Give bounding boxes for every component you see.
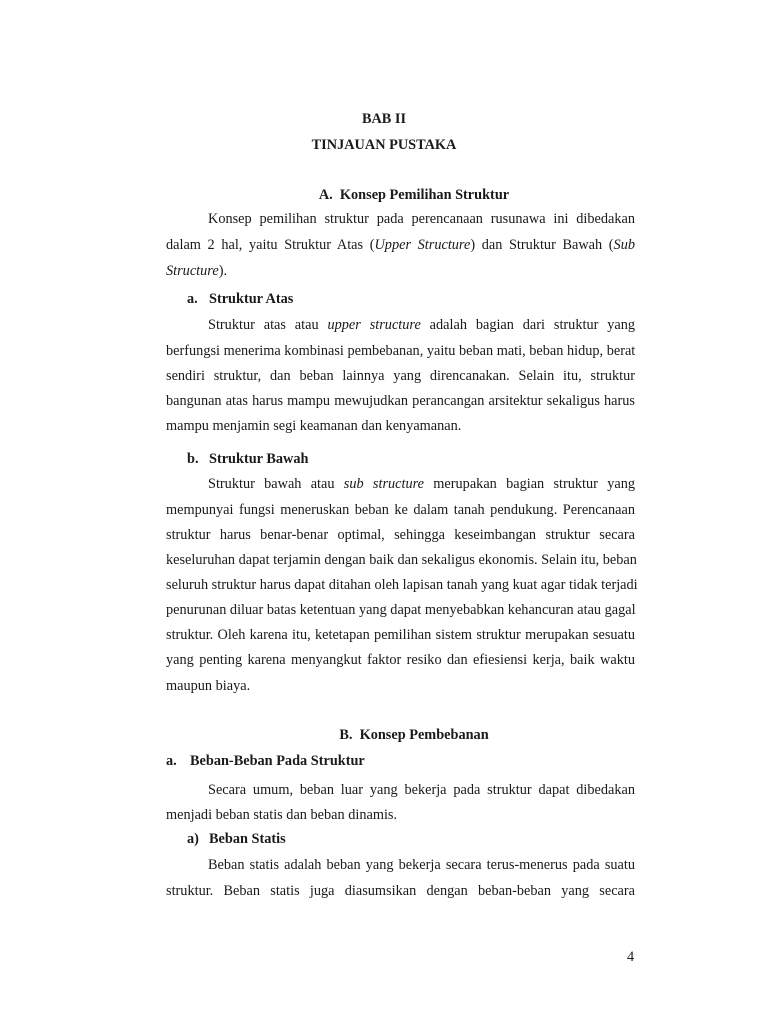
chapter-number: BAB II	[361, 111, 407, 127]
subsection-a-marker: a.	[187, 291, 198, 307]
struktur-bawah-line-9: maupun biaya.	[166, 678, 251, 694]
struktur-bawah-line-3: struktur harus benar-benar optimal, sehingga keseimbangan struktur secara	[166, 527, 635, 543]
chapter-title: TINJAUAN PUSTAKA	[311, 137, 457, 153]
struktur-bawah-line-6: penurunan diluar batas ketentuan yang dapat menyebabkan kehancuran atau gagal	[166, 602, 636, 618]
subsection-b-a-title: Beban-Beban Pada Struktur	[190, 753, 365, 769]
beban-line-2: menjadi beban statis dan beban dinamis.	[166, 807, 398, 823]
beban-line-1: Secara umum, beban luar yang bekerja pada struktur dapat dibedakan	[208, 782, 635, 798]
struktur-atas-line-2: berfungsi menerima kombinasi pembebanan, yaitu beban mati, beban hidup, berat	[166, 343, 636, 359]
beban-statis-line-2: struktur. Beban statis juga diasumsikan dengan beban-beban yang secara	[166, 883, 635, 899]
section-a-intro-line-1: Konsep pemilihan struktur pada perencanaan rusunawa ini dibedakan	[208, 211, 635, 227]
subsection-a-title: Struktur Atas	[209, 291, 294, 307]
subsection-b-title: Struktur Bawah	[209, 451, 309, 467]
struktur-atas-line-4: bangunan atas harus mampu mewujudkan perancangan arsitektur sekaligus harus	[166, 393, 635, 409]
struktur-bawah-line-8: yang penting karena menyangkut faktor resiko dan efiesiensi kerja, baik waktu	[166, 652, 635, 668]
section-b-heading: B. Konsep Pembebanan	[339, 727, 489, 743]
struktur-bawah-line-2: mempunyai fungsi meneruskan beban ke dalam tanah pendukung. Perencanaan	[166, 502, 635, 518]
struktur-atas-line-3: sendiri struktur, dan beban lainnya yang direncanakan. Selain itu, struktur	[166, 368, 635, 384]
section-a-intro-line-2: dalam 2 hal, yaitu Struktur Atas (Upper Structure) dan Struktur Bawah (Sub	[166, 237, 635, 253]
struktur-bawah-line-7: struktur. Oleh karena itu, ketetapan pemilihan sistem struktur merupakan sesuatu	[166, 627, 635, 643]
section-a-heading: A. Konsep Pemilihan Struktur	[318, 187, 510, 203]
subsection-b-marker: b.	[187, 451, 199, 467]
struktur-bawah-line-5: seluruh struktur harus dapat ditahan oleh lapisan tanah yang kuat agar tidak terjadi	[166, 577, 638, 593]
struktur-bawah-line-1: Struktur bawah atau sub structure merupakan bagian struktur yang	[208, 476, 635, 492]
struktur-bawah-line-4: keseluruhan dapat terjamin dengan baik dan sekaligus ekonomis. Selain itu, beban	[166, 552, 637, 568]
subsection-a1-title: Beban Statis	[209, 831, 286, 847]
beban-statis-line-1: Beban statis adalah beban yang bekerja secara terus-menerus pada suatu	[208, 857, 635, 873]
page-number: 4	[627, 949, 635, 965]
struktur-atas-line-1: Struktur atas atau upper structure adalah bagian dari struktur yang	[208, 317, 635, 333]
subsection-a1-marker: a)	[187, 831, 199, 847]
struktur-atas-line-5: mampu menjamin segi keamanan dan kenyamanan.	[166, 418, 462, 434]
section-a-intro-line-3: Structure).	[166, 263, 228, 279]
subsection-b-a-marker: a.	[166, 753, 177, 769]
